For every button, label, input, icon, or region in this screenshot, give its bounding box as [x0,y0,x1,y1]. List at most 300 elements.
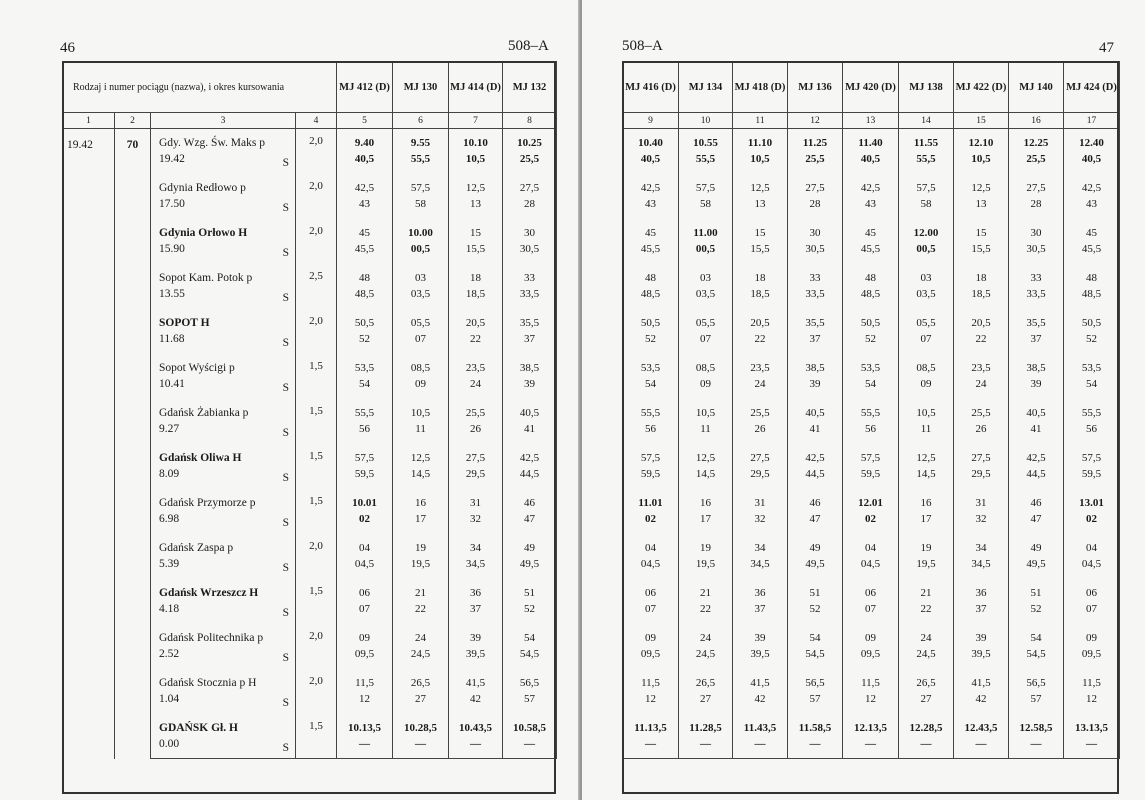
arrival-time: 55,5 [1081,407,1102,419]
departure-time: — [1030,737,1042,750]
time-cell [679,309,733,354]
arrival-time: 18 [754,272,766,284]
arrival-time: 09 [865,632,876,644]
departure-time: 37 [524,333,536,345]
arrival-time: 31 [754,497,766,509]
departure-time: 28 [1030,198,1042,210]
time-cell [337,219,393,264]
time-cell [337,624,393,669]
left-timetable [62,61,557,759]
departure-time: 33,5 [1026,288,1046,300]
station-name: Gdańsk Przymorze p [159,497,256,509]
departure-time: 41 [524,423,536,435]
departure-time: 22 [470,333,482,345]
time-cell [623,399,679,444]
distance-cell: 1,5 [296,399,337,444]
departure-time: 56 [1086,423,1097,435]
column-number: 7 [449,113,503,129]
time-cell [954,579,1009,624]
time-cell [1009,354,1064,399]
time-cell [393,219,449,264]
right-page-number: 47 [1099,40,1114,56]
time-cell [899,624,954,669]
train-header: MJ 140 [1009,62,1064,113]
station-row [63,129,557,174]
station-flag: S [282,516,289,529]
time-cell [503,264,557,309]
arrival-time: 40,5 [1026,407,1046,419]
arrival-time: 40,5 [519,407,540,419]
time-cell [1064,534,1120,579]
time-cell [954,219,1009,264]
time-cell [788,219,843,264]
departure-time: — [700,737,711,750]
departure-time: 49,5 [805,558,825,570]
departure-time: 44,5 [519,468,540,480]
departure-time: 13 [754,198,766,210]
station-name: Gdańsk Stocznia p H [159,677,257,689]
arrival-time: 24 [700,632,711,644]
time-cell [899,669,954,714]
arrival-time: 11.58,5 [798,721,832,734]
distance-cell: 2,0 [296,219,337,264]
arrival-time: 13.13,5 [1075,721,1108,734]
time-cell [954,309,1009,354]
departure-time: 39 [809,378,821,390]
arrival-time: 36 [975,587,987,599]
arrival-time: 48 [1086,272,1097,284]
arrival-time: 16 [700,497,711,509]
time-cell [899,219,954,264]
time-cell [1064,309,1120,354]
arrival-time: 21 [415,587,427,599]
time-cell [733,444,788,489]
time-cell [623,534,679,579]
time-cell [1064,129,1120,174]
station-name: SOPOT H [159,317,210,329]
departure-time: 55,5 [695,153,716,166]
time-cell [788,354,843,399]
departure-time: 39 [1030,378,1042,390]
arrival-time: 08,5 [695,362,716,374]
arrival-time: 35,5 [1026,317,1046,329]
departure-time: 04,5 [860,558,881,570]
time-cell [503,129,557,174]
departure-time: 59,5 [640,468,661,480]
time-cell [623,579,679,624]
arrival-time: 16 [920,497,932,509]
time-cell [788,174,843,219]
arrival-time: 12.28,5 [909,721,943,734]
time-cell [449,399,503,444]
column-number: 10 [679,113,733,129]
departure-time: 41 [809,423,821,435]
column-number: 9 [623,113,679,129]
time-cell [1009,714,1064,759]
arrival-time: 10.43,5 [459,721,493,734]
time-cell [623,354,679,399]
time-cell [393,534,449,579]
time-cell [1064,354,1120,399]
station-cell [151,444,296,489]
departure-time: 59,5 [860,468,881,480]
arrival-time: 10.13,5 [348,721,382,734]
time-cell [679,444,733,489]
departure-time: 26 [975,423,987,435]
time-cell [843,489,899,534]
arrival-time: 57,5 [695,182,716,194]
time-cell [393,129,449,174]
station-km: 15.90 [159,243,185,255]
time-cell [1009,219,1064,264]
departure-time: 54 [1086,378,1097,390]
arrival-time: 53,5 [354,362,375,374]
time-cell [679,399,733,444]
time-cell [337,264,393,309]
arrival-time: 45 [359,227,371,239]
time-cell [954,624,1009,669]
route-km: 19.42 [63,129,115,759]
time-cell [623,714,679,759]
arrival-time: 35,5 [519,317,540,329]
departure-time: 22 [700,603,711,615]
arrival-time: 10.01 [352,497,377,509]
departure-time: 07 [1086,603,1097,615]
distance-cell: 1,5 [296,579,337,624]
arrival-time: 12.25 [1023,137,1049,150]
train-header-row [63,62,557,113]
time-cell [337,714,393,759]
departure-time: 17 [920,513,932,525]
departure-time: 49,5 [1026,558,1046,570]
departure-time: 41 [1030,423,1042,435]
arrival-time: 30 [524,227,536,239]
departure-time: 48,5 [640,288,661,300]
train-header: MJ 422 (D) [954,62,1009,113]
arrival-time: 36 [754,587,766,599]
distance-cell: 1,5 [296,489,337,534]
departure-time: 12 [865,693,876,705]
departure-time: — [470,737,482,750]
departure-time: 12 [359,693,371,705]
departure-time: 56 [645,423,656,435]
time-cell [623,264,679,309]
departure-time: 45,5 [354,243,375,255]
column-number: 12 [788,113,843,129]
arrival-time: 08,5 [916,362,936,374]
arrival-time: 27,5 [519,182,540,194]
time-cell [954,534,1009,579]
departure-time: 17 [700,513,711,525]
station-km: 19.42 [159,153,185,166]
arrival-time: 11.28,5 [689,721,722,734]
arrival-time: 23,5 [750,362,770,374]
time-cell [337,354,393,399]
arrival-time: 30 [809,227,821,239]
departure-time: — [920,737,932,750]
departure-time: 24,5 [695,648,716,660]
time-cell [623,489,679,534]
arrival-time: 42,5 [805,452,825,464]
arrival-time: 12,5 [410,452,431,464]
arrival-time: 39 [754,632,766,644]
departure-time: 07 [865,603,876,615]
arrival-time: 11,5 [641,677,660,689]
departure-time: 11 [415,423,426,435]
departure-time: 25,5 [805,153,825,166]
departure-time: 30,5 [1026,243,1046,255]
arrival-time: 54 [809,632,821,644]
arrival-time: 34 [470,542,482,554]
departure-time: 37 [754,603,766,615]
arrival-time: 27,5 [971,452,991,464]
station-name: Gdańsk Żabianka p [159,407,249,419]
time-cell [788,444,843,489]
time-cell [337,129,393,174]
departure-time: 11 [920,423,932,435]
departure-time: 57 [524,693,536,705]
departure-time: 03,5 [695,288,716,300]
time-cell [788,399,843,444]
arrival-time: 51 [1030,587,1042,599]
time-cell [954,354,1009,399]
arrival-time: 23,5 [971,362,991,374]
time-cell [1009,399,1064,444]
time-cell [449,714,503,759]
station-km: 4.18 [159,603,180,615]
departure-time: 24,5 [410,648,431,660]
arrival-time: 54 [524,632,536,644]
arrival-time: 12.00 [913,227,939,239]
departure-time: 43 [1086,198,1097,210]
departure-time: 17 [415,513,427,525]
departure-time: 40,5 [354,153,375,166]
arrival-time: 33 [1030,272,1042,284]
departure-time: 39,5 [750,648,770,660]
arrival-time: 27,5 [750,452,770,464]
arrival-time: 51 [524,587,536,599]
departure-time: 02 [645,513,656,525]
arrival-time: 34 [754,542,766,554]
arrival-time: 10.55 [693,137,718,150]
arrival-time: 34 [975,542,987,554]
departure-time: 26 [754,423,766,435]
time-cell [899,489,954,534]
arrival-time: 26,5 [916,677,936,689]
arrival-time: 12,5 [971,182,991,194]
departure-time: 39,5 [465,648,486,660]
arrival-time: 05,5 [695,317,716,329]
departure-time: 40,5 [860,153,881,166]
time-cell [843,129,899,174]
departure-time: 54 [865,378,876,390]
arrival-time: 57,5 [916,182,936,194]
departure-time: 33,5 [805,288,825,300]
station-cell [151,534,296,579]
arrival-time: 18 [975,272,987,284]
departure-time: 24 [470,378,482,390]
arrival-time: 49 [809,542,821,554]
column-number-row [63,113,557,129]
time-cell [843,444,899,489]
departure-time: 09,5 [1081,648,1102,660]
time-cell [623,309,679,354]
right-table-code: 508–A [622,38,663,54]
time-cell [788,669,843,714]
departure-time: 59,5 [354,468,375,480]
arrival-time: 49 [1030,542,1042,554]
left-table-code: 508–A [508,38,549,54]
arrival-time: 38,5 [805,362,825,374]
arrival-time: 41,5 [750,677,770,689]
station-flag: S [282,471,289,484]
train-header: MJ 136 [788,62,843,113]
time-cell [843,354,899,399]
departure-time: 29,5 [971,468,991,480]
arrival-time: 31 [975,497,987,509]
departure-time: 15,5 [750,243,770,255]
departure-time: 56 [865,423,876,435]
time-cell [623,669,679,714]
time-cell [679,669,733,714]
time-cell [1064,489,1120,534]
station-flag: S [282,291,289,304]
arrival-time: 04 [645,542,656,554]
departure-time: 00,5 [916,243,936,255]
departure-time: 44,5 [1026,468,1046,480]
arrival-time: 04 [1086,542,1097,554]
time-cell [1009,129,1064,174]
time-cell [337,309,393,354]
arrival-time: 10.25 [517,137,542,150]
arrival-time: 54 [1030,632,1042,644]
station-row [623,534,1120,579]
arrival-time: 04 [359,542,371,554]
departure-time: 49,5 [519,558,540,570]
departure-time: — [524,737,536,750]
arrival-time: 18 [470,272,482,284]
station-flag: S [282,246,289,259]
departure-time: 32 [975,513,987,525]
time-cell [449,534,503,579]
departure-time: 13 [470,198,482,210]
time-cell [954,129,1009,174]
arrival-time: 21 [700,587,711,599]
arrival-time: 56,5 [1026,677,1046,689]
arrival-time: 36 [470,587,482,599]
departure-time: 09,5 [354,648,375,660]
station-flag: S [282,696,289,709]
station-row [623,444,1120,489]
departure-time: 24 [975,378,987,390]
column-number: 11 [733,113,788,129]
time-cell [449,669,503,714]
arrival-time: 25,5 [465,407,486,419]
station-name: Gdynia Redłowo p [159,182,246,194]
station-cell [151,219,296,264]
departure-time: 22 [415,603,427,615]
time-cell [393,669,449,714]
time-cell [899,264,954,309]
departure-time: 56 [359,423,371,435]
time-cell [788,264,843,309]
departure-time: 52 [645,333,656,345]
column-number: 3 [151,113,296,129]
arrival-time: 50,5 [354,317,375,329]
departure-time: 52 [1086,333,1097,345]
arrival-time: 12,5 [695,452,716,464]
train-header: MJ 414 (D) [449,62,503,113]
column-number: 16 [1009,113,1064,129]
arrival-time: 57,5 [354,452,375,464]
distance-cell: 2,0 [296,534,337,579]
arrival-time: 11.10 [747,137,773,150]
arrival-time: 12.58,5 [1019,721,1053,734]
time-cell [733,219,788,264]
departure-time: 09 [415,378,427,390]
time-cell [733,534,788,579]
arrival-time: 10.40 [638,137,663,150]
station-row [623,579,1120,624]
departure-time: 04,5 [354,558,375,570]
station-flag: S [282,381,289,394]
time-cell [337,444,393,489]
departure-time: 45,5 [1081,243,1102,255]
distance-cell: 2,0 [296,129,337,174]
time-cell [503,489,557,534]
time-cell [449,354,503,399]
departure-time: 07 [700,333,711,345]
departure-time: 39,5 [971,648,991,660]
departure-time: 54 [645,378,656,390]
departure-time: 12 [1086,693,1097,705]
departure-time: 43 [359,198,371,210]
arrival-time: 39 [975,632,987,644]
departure-time: 25,5 [1026,153,1046,166]
departure-time: 33,5 [519,288,540,300]
time-cell [337,174,393,219]
time-cell [679,714,733,759]
departure-time: 47 [1030,513,1042,525]
column-number: 17 [1064,113,1120,129]
arrival-time: 13.01 [1079,497,1104,509]
departure-time: 45,5 [640,243,661,255]
time-cell [503,669,557,714]
station-row [623,129,1120,174]
arrival-time: 27,5 [1026,182,1046,194]
station-row [623,669,1120,714]
departure-time: 52 [524,603,536,615]
departure-time: 42 [975,693,987,705]
time-cell [449,624,503,669]
arrival-time: 06 [645,587,656,599]
departure-time: 14,5 [916,468,936,480]
arrival-time: 27,5 [465,452,486,464]
arrival-time: 12,5 [750,182,770,194]
arrival-time: 53,5 [860,362,881,374]
departure-time: 43 [865,198,876,210]
arrival-time: 11,5 [1082,677,1101,689]
time-cell [843,534,899,579]
arrival-time: 25,5 [971,407,991,419]
arrival-time: 35,5 [805,317,825,329]
station-row [623,489,1120,534]
time-cell [1064,444,1120,489]
station-name: Gdańsk Zaspa p [159,542,234,554]
station-row [623,264,1120,309]
station-km: 9.27 [159,423,180,435]
time-cell [954,174,1009,219]
